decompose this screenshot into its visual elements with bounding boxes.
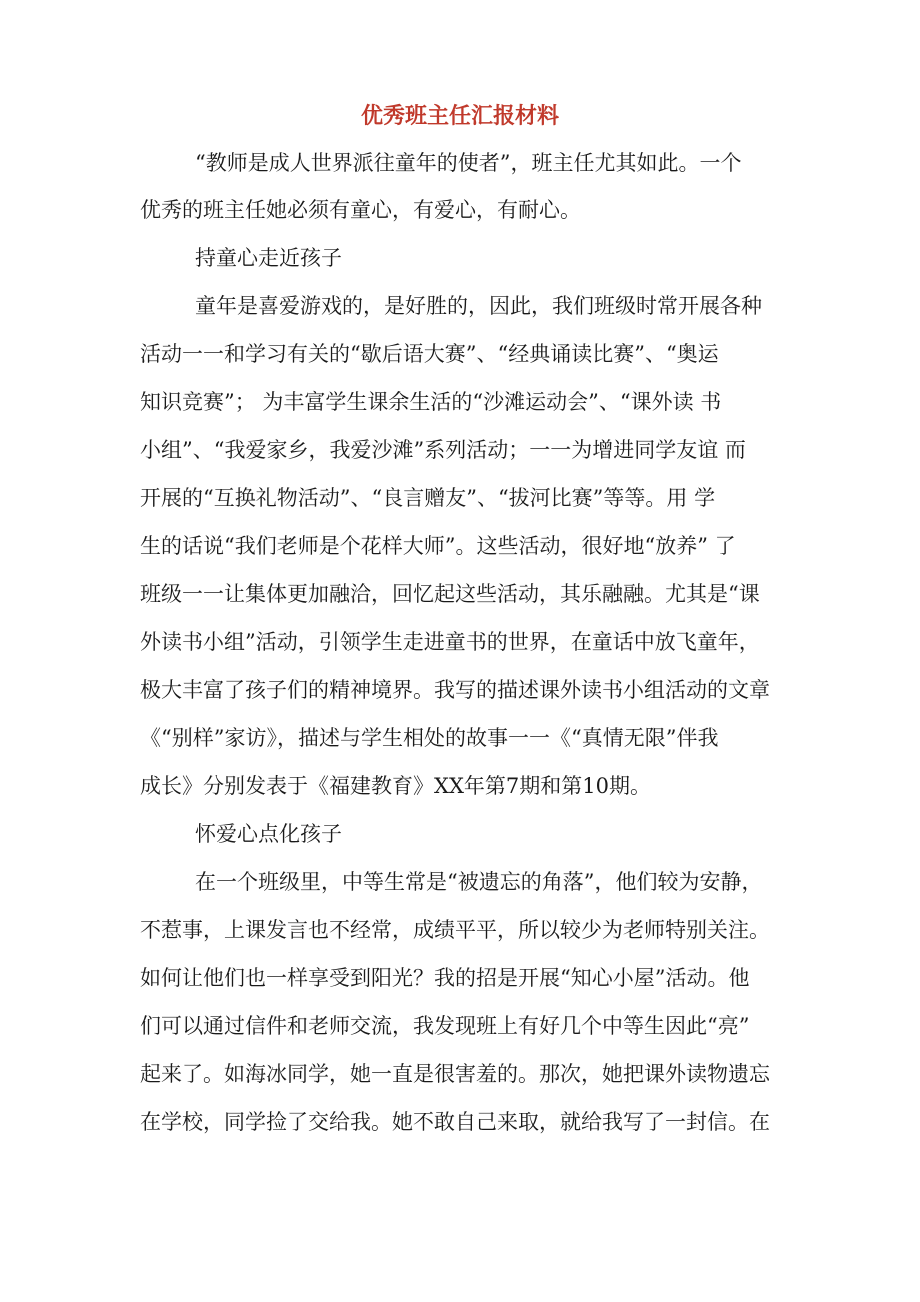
text-line-12: 《“别样”家访》，描述与学生相处的故事一一《“真情无限”伴我 <box>140 726 719 750</box>
text-line-2: 优秀的班主任她必须有童心，有爱心，有耐心。 <box>140 198 581 222</box>
text-line-18: 起来了。如海冰同学，她一直是很害羞的。那次，她把课外读物遗忘 <box>140 1062 770 1086</box>
text-line-5: 知识竞赛”； 为丰富学生课余生活的“沙滩运动会”、“课外读 书 <box>140 390 722 414</box>
text-line-6: 小组”、“我爱家乡，我爱沙滩”系列活动；一一为增进同学友谊 而 <box>140 438 746 462</box>
text-line-8: 生的话说“我们老师是个花样大师”。这些活动，很好地“放养” 了 <box>140 534 736 558</box>
text-line-16: 如何让他们也一样享受到阳光？我的招是开展“知心小屋”活动。他 <box>140 966 750 990</box>
text-line-3: 童年是喜爱游戏的，是好胜的，因此，我们班级时常开展各种 <box>195 294 762 318</box>
text-line-7: 开展的“互换礼物活动”、“良言赠友”、“拔河比赛”等等。用 学 <box>140 486 716 510</box>
text-line-10: 外读书小组”活动，引领学生走进童书的世界，在童话中放飞童年， <box>140 630 760 654</box>
text-line-19: 在学校，同学捡了交给我。她不敢自己来取，就给我写了一封信。在 <box>140 1110 770 1134</box>
text-line-4: 活动一一和学习有关的“歇后语大赛”、“经典诵读比赛”、“奥运 <box>140 342 719 366</box>
section-heading-2: 怀爱心点化孩子 <box>195 822 342 846</box>
text-line-11: 极大丰富了孩子们的精神境界。我写的描述课外读书小组活动的文章 <box>140 678 770 702</box>
document-title: 优秀班主任汇报材料 <box>360 103 559 129</box>
text-line-9: 班级一一让集体更加融洽，回忆起这些活动，其乐融融。尤其是“课 <box>140 582 760 606</box>
text-line-13: 成长》分别发表于《福建教育》XX年第7期和第10期。 <box>140 774 651 798</box>
section-heading-1: 持童心走近孩子 <box>195 246 342 270</box>
text-line-17: 们可以通过信件和老师交流，我发现班上有好几个中等生因此“亮” <box>140 1014 750 1038</box>
text-line-15: 不惹事，上课发言也不经常，成绩平平，所以较少为老师特别关注。 <box>140 918 770 942</box>
text-line-1: “教师是成人世界派往童年的使者”，班主任尤其如此。一个 <box>195 151 742 175</box>
text-line-14: 在一个班级里，中等生常是“被遗忘的角落”，他们较为安静， <box>195 870 763 894</box>
